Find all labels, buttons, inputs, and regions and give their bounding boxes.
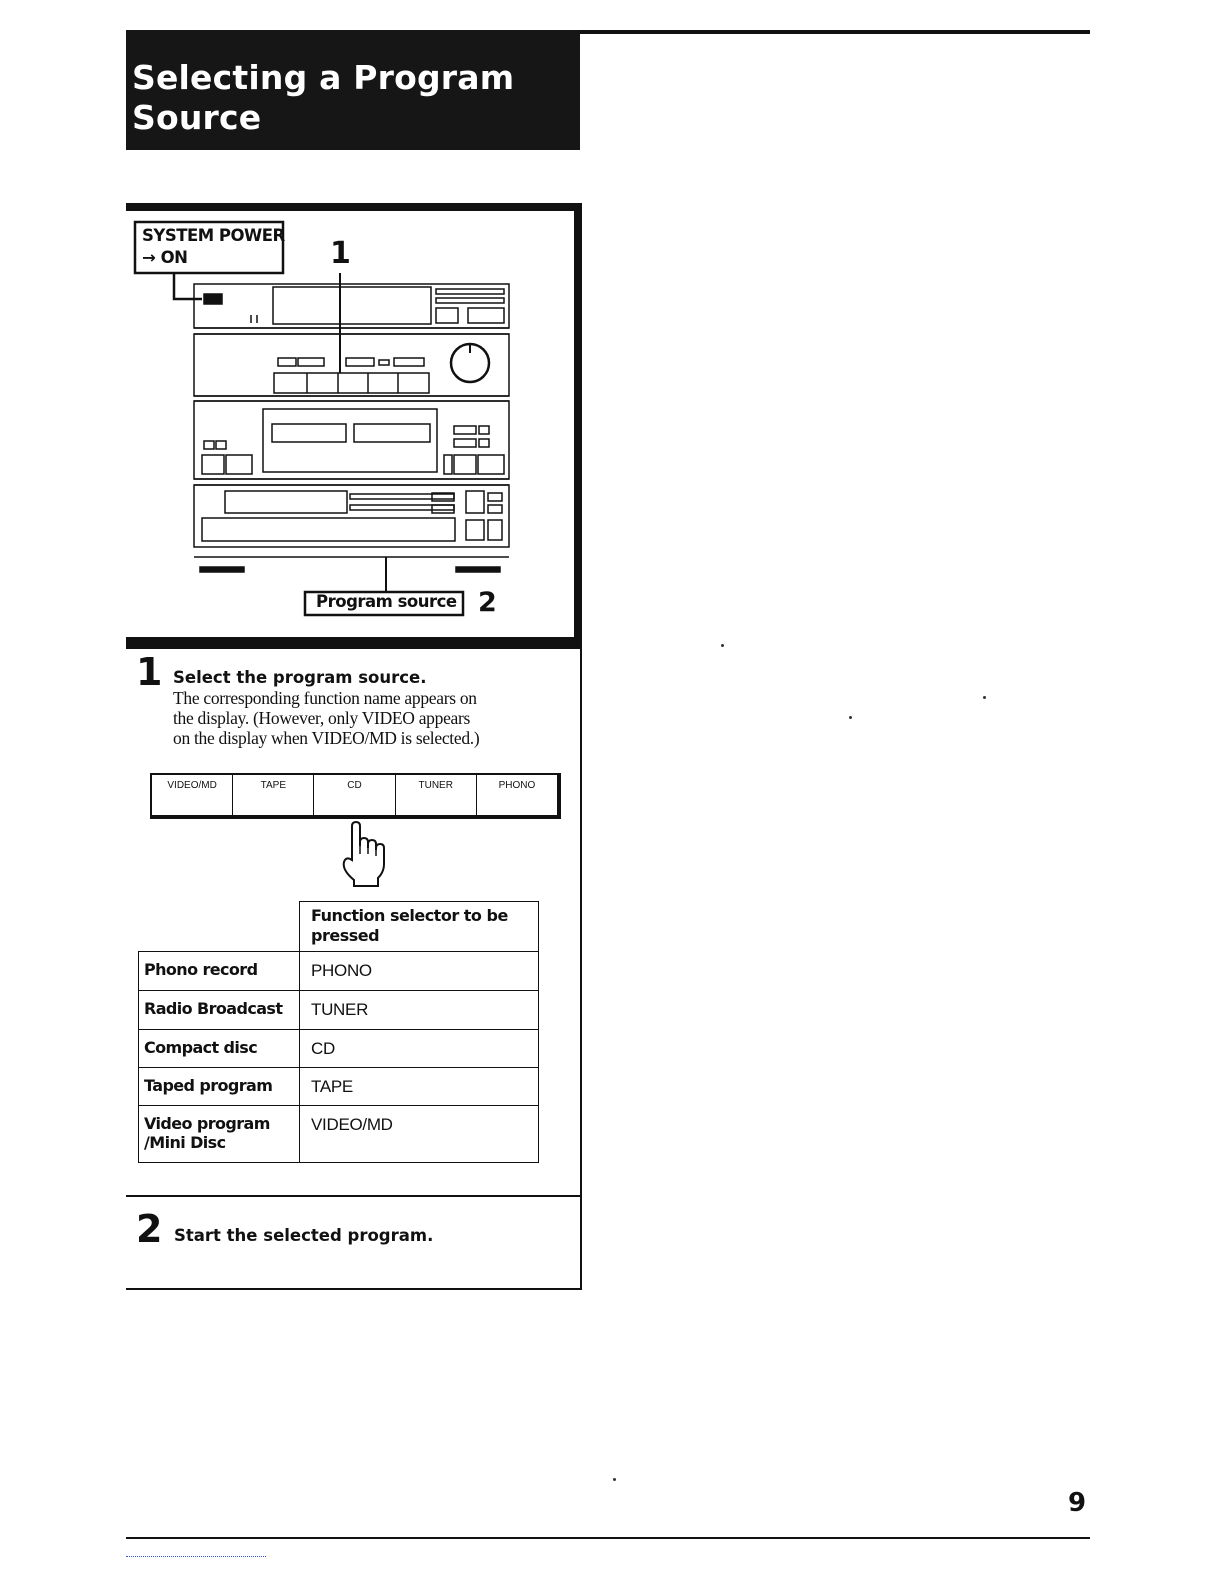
- step-2-top-rule: [126, 1195, 581, 1197]
- function-selector-strip: [150, 773, 561, 819]
- page-title: [126, 30, 580, 150]
- callout-number-1: 1: [330, 236, 351, 271]
- table-row: [139, 1068, 539, 1106]
- step-1-body-line1: The corresponding function name appears on: [173, 688, 477, 708]
- callout-number-2: 2: [478, 587, 497, 618]
- page-title-line2: Source: [132, 98, 262, 137]
- step-1-body-line3: on the display when VIDEO/MD is selected.): [173, 728, 480, 748]
- table-header-row: [139, 902, 539, 952]
- table-cell-selector: VIDEO/MD: [300, 1106, 539, 1163]
- table-cell-source: Compact disc: [139, 1030, 300, 1068]
- table-cell-source: Taped program: [139, 1068, 300, 1106]
- table-cell-source: Phono record: [139, 952, 300, 991]
- table-cell-source: Radio Broadcast: [139, 991, 300, 1030]
- stereo-system-illustration: [126, 211, 574, 629]
- speck: [721, 644, 724, 647]
- function-button-cd[interactable]: CD: [314, 775, 395, 815]
- function-buttons-row: [274, 373, 429, 393]
- table-cell-selector: CD: [300, 1030, 539, 1068]
- step-1-body-line2: the display. (However, only VIDEO appears: [173, 708, 471, 728]
- table-row: [139, 1030, 539, 1068]
- function-button-tuner[interactable]: TUNER: [396, 775, 477, 815]
- pointing-hand-icon: [338, 820, 396, 888]
- step-1-number: 1: [136, 650, 163, 694]
- system-power-label-line2: → ON: [142, 248, 188, 267]
- step-2-number: 2: [136, 1207, 163, 1251]
- function-button-phono[interactable]: PHONO: [498, 780, 536, 791]
- page-title-line1: Selecting a Program: [132, 58, 515, 97]
- speck: [849, 716, 852, 719]
- system-power-label-line1: SYSTEM POWER: [142, 226, 285, 245]
- function-button-tape[interactable]: TAPE: [233, 775, 314, 815]
- function-button-video-md[interactable]: VIDEO/MD: [152, 775, 233, 815]
- footer-link-underline: [126, 1556, 266, 1557]
- power-button: [204, 294, 222, 304]
- table-cell-selector: TUNER: [300, 991, 539, 1030]
- footer-rule: [126, 1537, 1090, 1539]
- step-2-bottom-rule: [126, 1288, 582, 1290]
- table-row: [139, 1106, 539, 1163]
- table-row: [139, 952, 539, 991]
- step-1-heading: Select the program source.: [173, 668, 427, 687]
- column-rule: [580, 640, 582, 1290]
- program-source-label: Program source: [316, 592, 457, 611]
- step-1-body: [173, 688, 479, 748]
- table-header: Function selector to be pressed: [300, 902, 539, 952]
- page-number: 9: [1068, 1488, 1087, 1518]
- header-rule: [580, 30, 1090, 34]
- table-cell-selector: TAPE: [300, 1068, 539, 1106]
- speck: [983, 696, 986, 699]
- function-selector-table: [138, 901, 539, 1163]
- table-row: [139, 991, 539, 1030]
- speck: [613, 1478, 616, 1481]
- table-cell-source: Video program /Mini Disc: [139, 1106, 300, 1163]
- table-cell-selector: PHONO: [300, 952, 539, 991]
- step-2-heading: Start the selected program.: [174, 1226, 434, 1245]
